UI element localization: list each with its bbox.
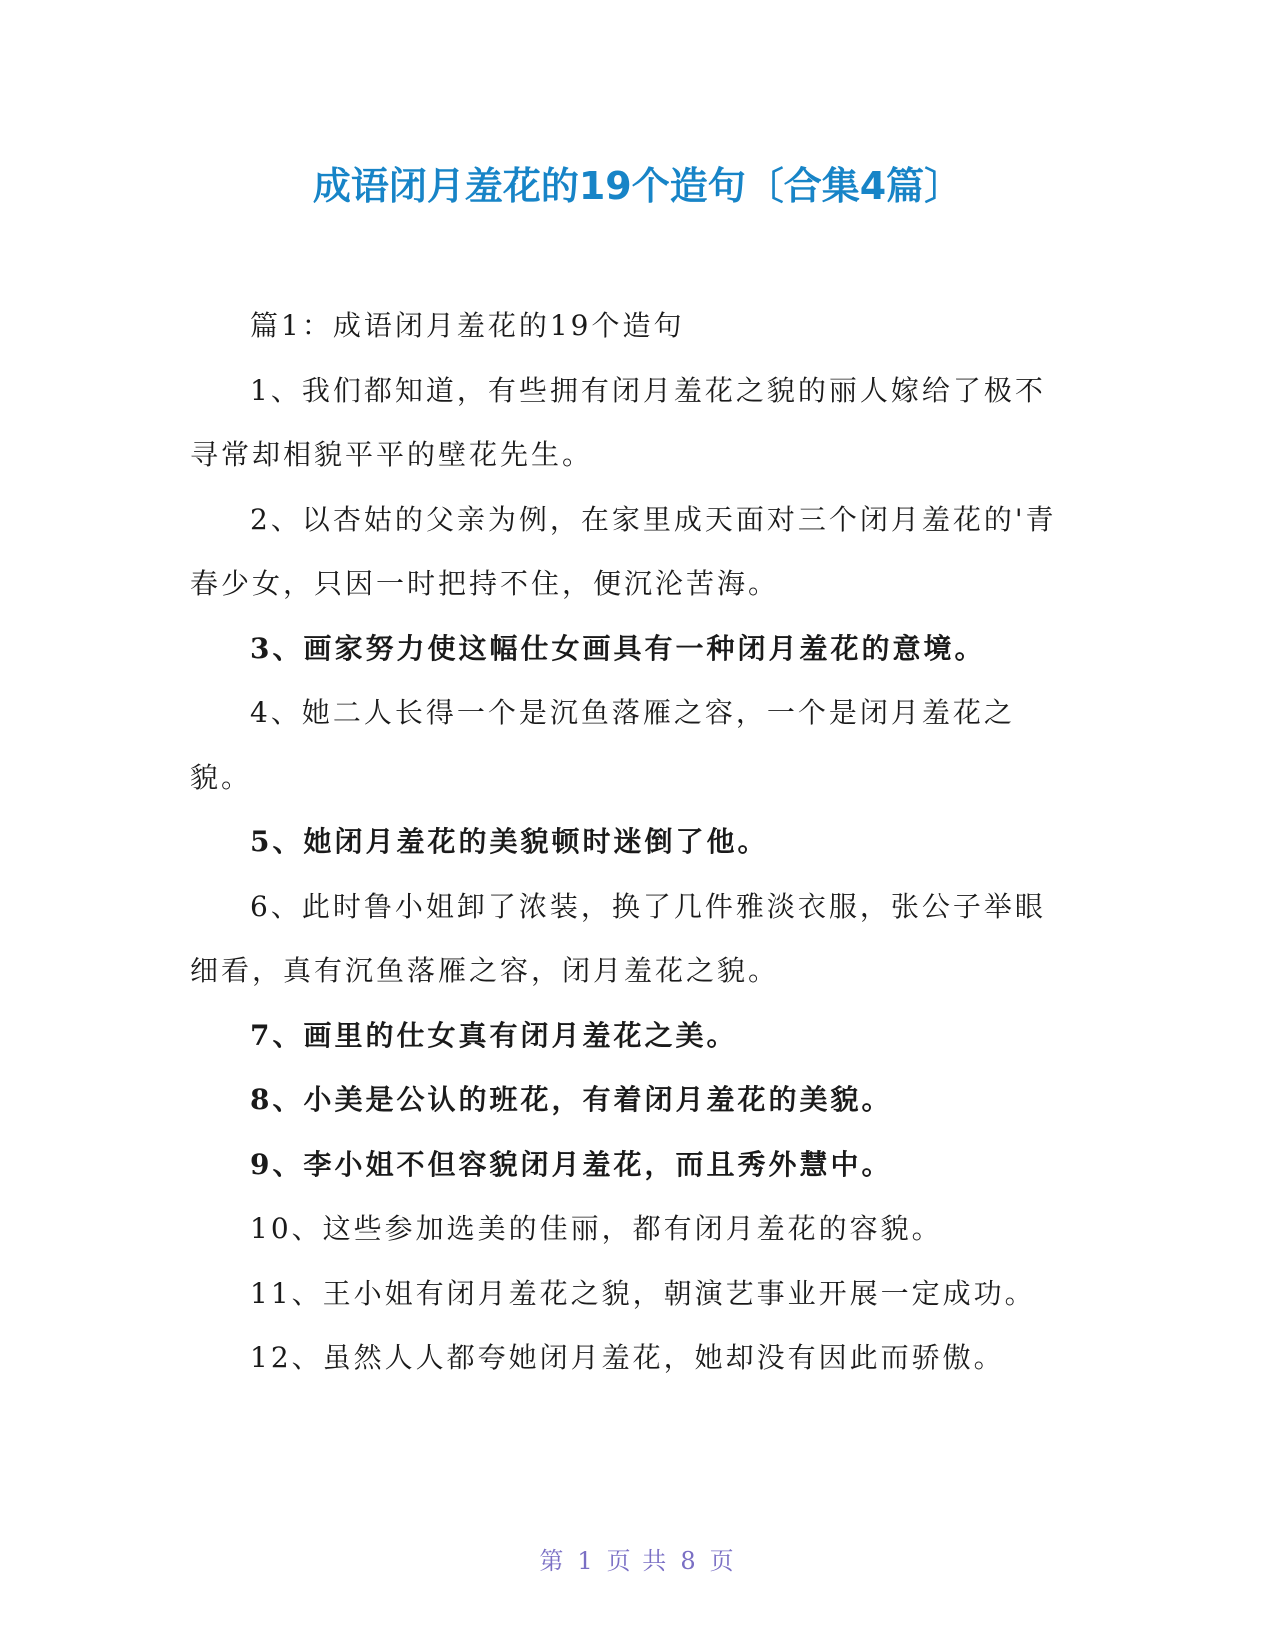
document-body [190, 294, 1070, 1391]
sentence-5: 5、她闭月羞花的美貌顿时迷倒了他。 [250, 825, 769, 858]
sentence-7: 7、画里的仕女真有闭月羞花之美。 [250, 1018, 738, 1052]
page-footer [0, 1545, 1275, 1577]
footer-mid: 页 共 [606, 1547, 669, 1575]
total-pages-number: 8 [680, 1547, 698, 1575]
sentence-6: 6、此时鲁小姐卸了浓装，换了几件雅淡衣服，张公子举眼细看，真有沉鱼落雁之容，闭月羞花之貌。 [190, 889, 1046, 987]
sentence-2: 2、以杏姑的父亲为例，在家里成天面对三个闭月羞花的'青春少女，只因一时把持不住，便沉沦苦海。 [190, 502, 1057, 600]
sentence-11: 11、王小姐有闭月羞花之貌，朝演艺事业开展一定成功。 [250, 1276, 1036, 1310]
sentence-12: 12、虽然人人都夸她闭月羞花，她却没有因此而骄傲。 [250, 1341, 1005, 1374]
footer-prefix: 第 [539, 1547, 566, 1575]
sentence-1: 1、我们都知道，有些拥有闭月羞花之貌的丽人嫁给了极不寻常却相貌平平的壁花先生。 [190, 373, 1046, 471]
sentence-4: 4、她二人长得一个是沉鱼落雁之容，一个是闭月羞花之貌。 [190, 696, 1015, 794]
sentence-10: 10、这些参加选美的佳丽，都有闭月羞花的容貌。 [250, 1212, 943, 1245]
page-title: 成语闭月羞花的19个造句〔合集4篇〕 [312, 164, 963, 208]
sentence-3: 3、画家努力使这幅仕女画具有一种闭月羞花的意境。 [250, 631, 986, 665]
section-heading: 篇1：成语闭月羞花的19个造句 [250, 309, 685, 342]
sentence-8: 8、小美是公认的班花，有着闭月羞花的美貌。 [250, 1083, 893, 1116]
sentence-9: 9、李小姐不但容貌闭月羞花，而且秀外慧中。 [250, 1147, 893, 1181]
current-page-number: 1 [577, 1547, 595, 1575]
footer-suffix: 页 [709, 1547, 736, 1575]
